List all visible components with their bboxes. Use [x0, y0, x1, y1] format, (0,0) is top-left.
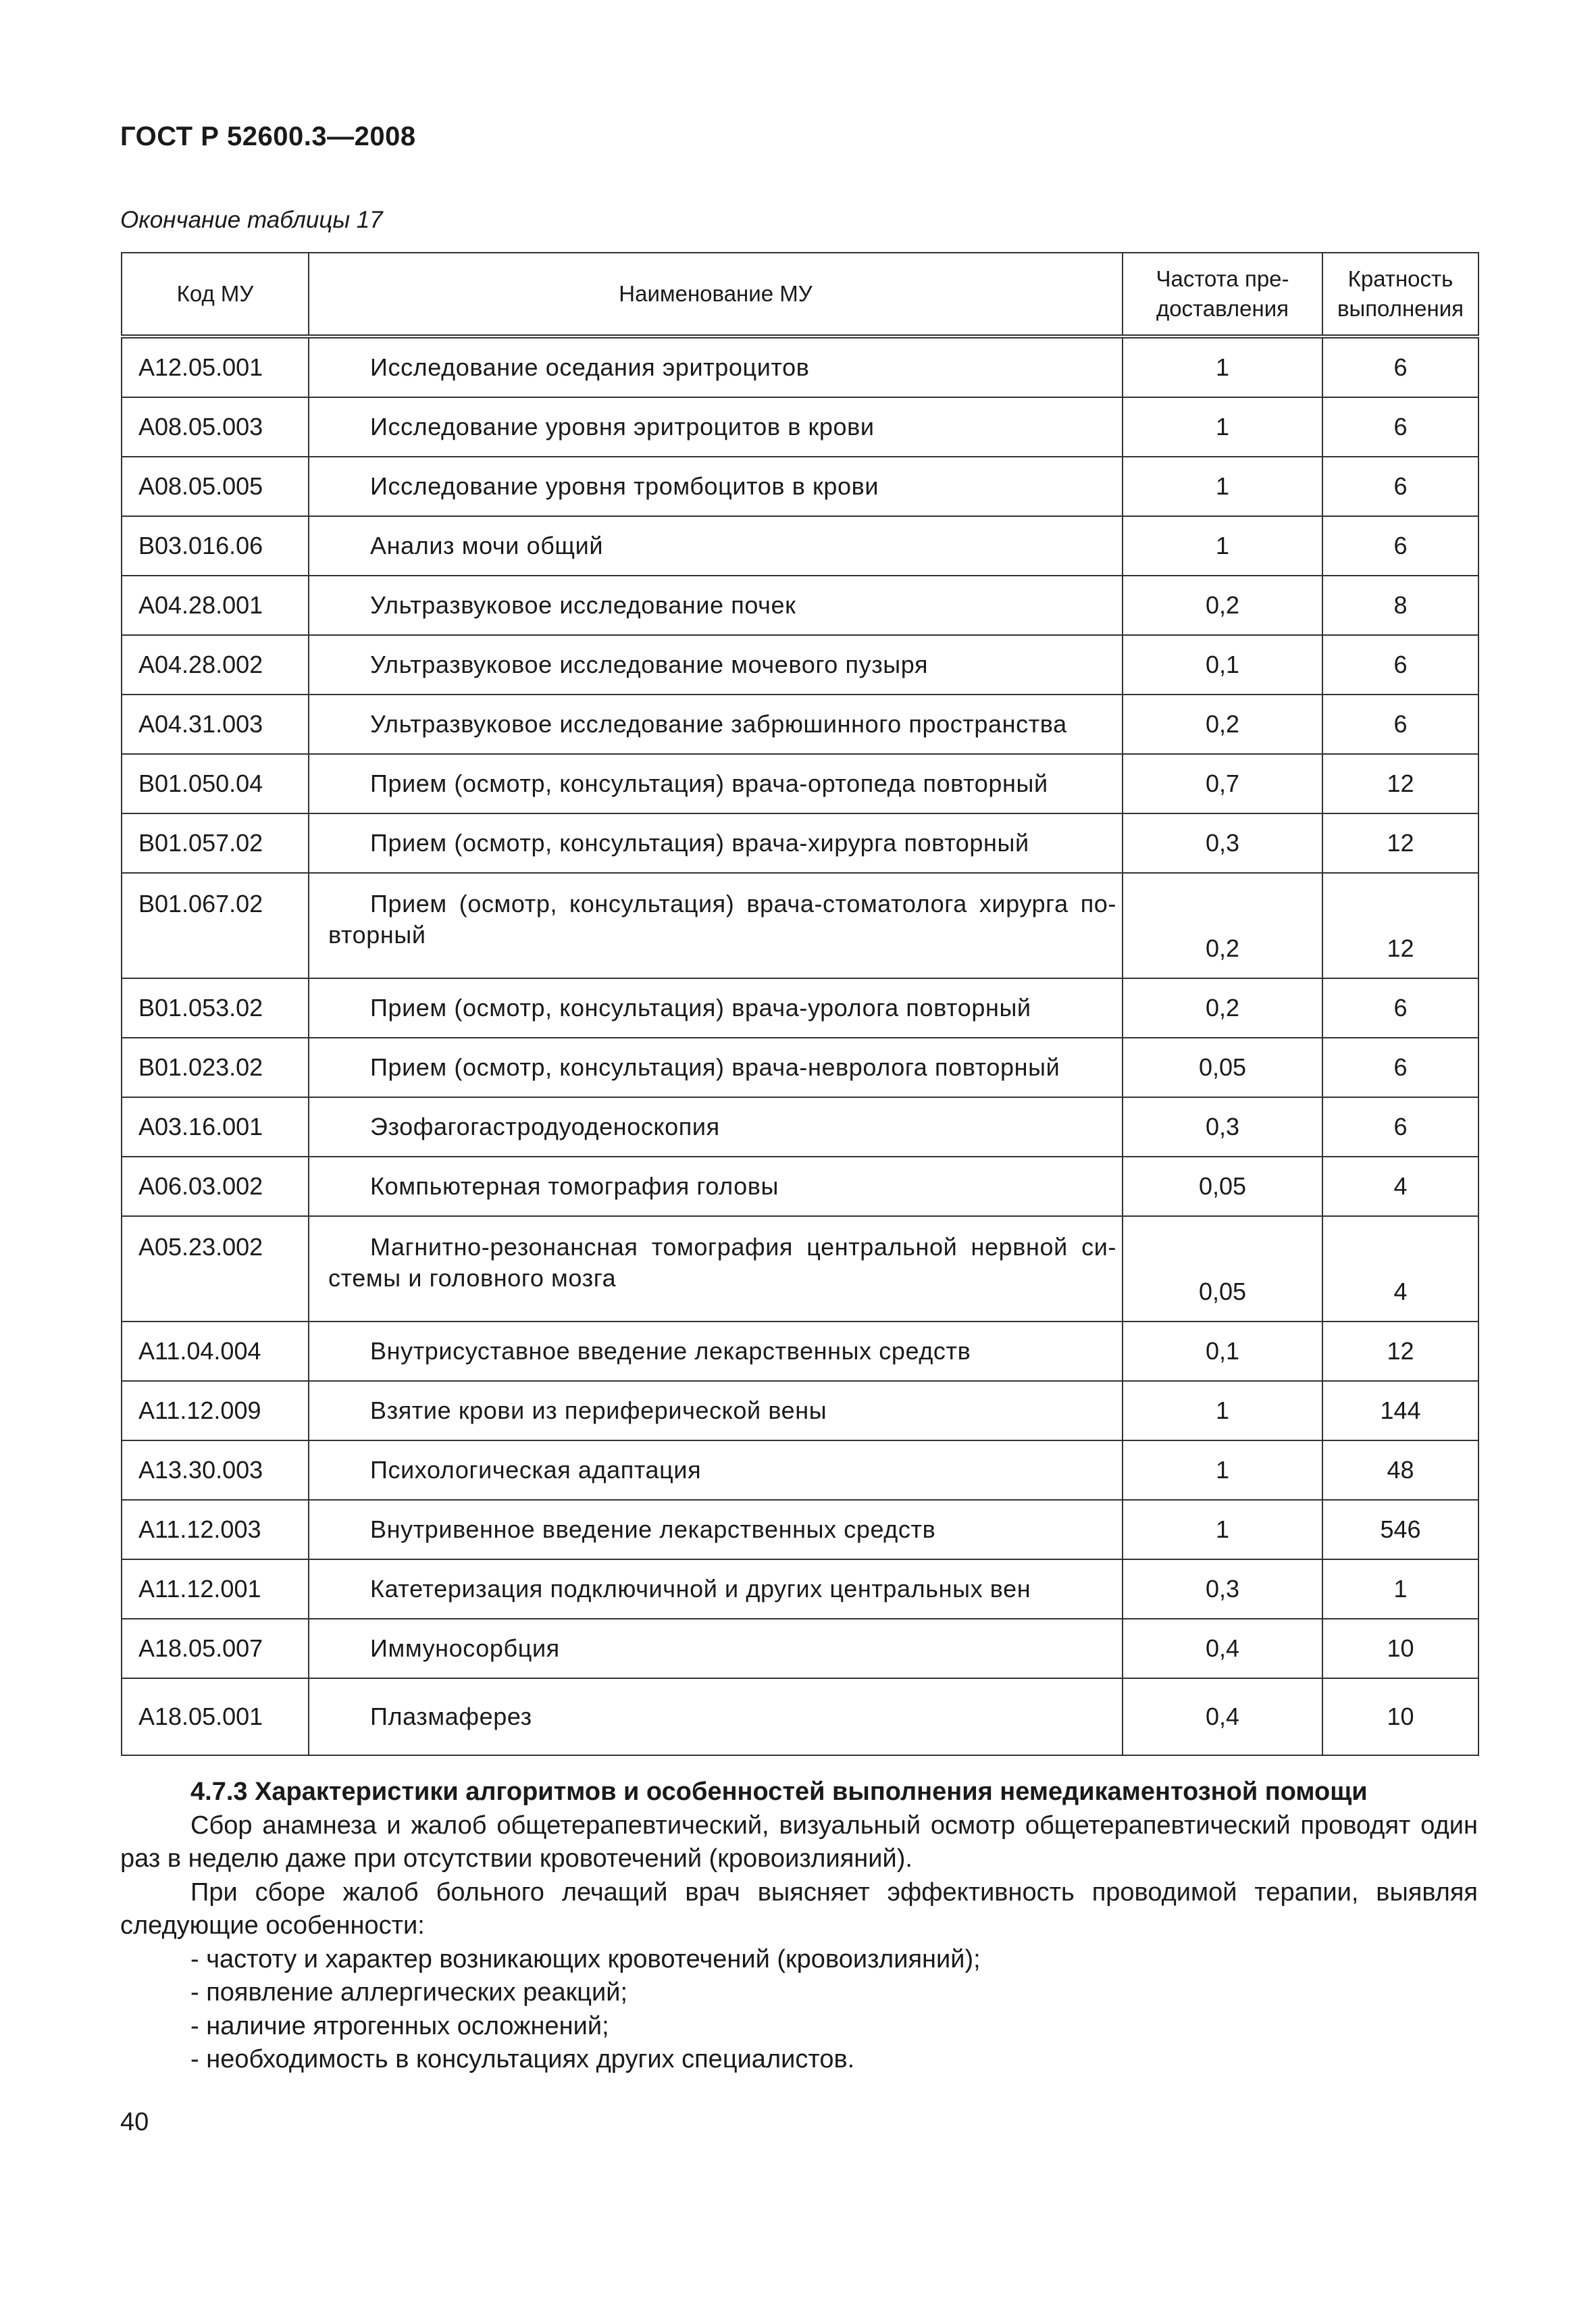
table-row — [122, 336, 1478, 397]
multiplicity-cell: 6 — [1322, 978, 1478, 1038]
table-row — [122, 1619, 1478, 1678]
frequency-cell: 0,1 — [1123, 635, 1322, 695]
multiplicity-cell: 1 — [1322, 1559, 1478, 1619]
frequency-cell: 0,3 — [1123, 813, 1322, 873]
code-cell: В01.023.02 — [122, 1038, 309, 1097]
name-cell: Прием (осмотр, консультация) врача-уролога повторный — [309, 978, 1123, 1038]
list-item: - частоту и характер возникающих кровотечений (кровоизлияний); — [190, 1944, 981, 1973]
code-cell: А03.16.001 — [122, 1097, 309, 1157]
name-cell: Ультразвуковое исследование мочевого пузыря — [309, 635, 1123, 695]
paragraph: При сборе жалоб больного лечащий врач выясняет эффективность проводимой терапии, выявляя следующие особенности: — [120, 1878, 1478, 1940]
name-cell: Психологическая адаптация — [309, 1440, 1123, 1500]
multiplicity-cell: 6 — [1322, 457, 1478, 516]
multiplicity-cell: 10 — [1322, 1678, 1478, 1755]
table-row — [122, 1157, 1478, 1216]
table-caption: Окончание таблицы 17 — [120, 207, 383, 233]
frequency-cell: 0,4 — [1123, 1678, 1322, 1755]
name-cell: Прием (осмотр, консультация) врача-ортопеда повторный — [309, 754, 1123, 813]
frequency-cell: 0,7 — [1123, 754, 1322, 813]
name-cell: Магнитно-резонансная томография центральной нервной си-стемы и головного мозга — [309, 1216, 1123, 1322]
page-number: 40 — [120, 2108, 149, 2136]
frequency-cell: 0,3 — [1123, 1097, 1322, 1157]
table-row — [122, 1500, 1478, 1559]
column-header-multiplicity: Кратность выполнения — [1322, 253, 1478, 336]
table-row — [122, 635, 1478, 695]
frequency-cell: 0,1 — [1123, 1322, 1322, 1381]
frequency-cell: 0,2 — [1123, 576, 1322, 635]
table-row — [122, 1216, 1478, 1322]
name-cell: Анализ мочи общий — [309, 516, 1123, 576]
name-cell: Прием (осмотр, консультация) врача-невролога повторный — [309, 1038, 1123, 1097]
code-cell: А04.31.003 — [122, 695, 309, 754]
column-header-frequency: Частота пре- доставления — [1123, 253, 1322, 336]
multiplicity-cell: 6 — [1322, 516, 1478, 576]
multiplicity-cell: 6 — [1322, 336, 1478, 397]
table-row — [122, 397, 1478, 457]
code-cell: А04.28.001 — [122, 576, 309, 635]
multiplicity-cell: 4 — [1322, 1157, 1478, 1216]
list-item: - необходимость в консультациях других специалистов. — [190, 2045, 855, 2073]
name-cell: Внутривенное введение лекарственных средств — [309, 1500, 1123, 1559]
code-cell: А06.03.002 — [122, 1157, 309, 1216]
name-cell: Исследование оседания эритроцитов — [309, 336, 1123, 397]
name-cell: Эзофагогастродуоденоскопия — [309, 1097, 1123, 1157]
table-row — [122, 1322, 1478, 1381]
frequency-cell: 1 — [1123, 1381, 1322, 1440]
frequency-cell: 0,05 — [1123, 1216, 1322, 1322]
list-item: - появление аллергических реакций; — [190, 1978, 628, 2007]
list-item: - наличие ятрогенных осложнений; — [190, 2011, 609, 2040]
table-row — [122, 695, 1478, 754]
multiplicity-cell: 8 — [1322, 576, 1478, 635]
multiplicity-cell: 546 — [1322, 1500, 1478, 1559]
multiplicity-cell: 48 — [1322, 1440, 1478, 1500]
name-cell: Ультразвуковое исследование почек — [309, 576, 1123, 635]
code-cell: А08.05.003 — [122, 397, 309, 457]
multiplicity-cell: 144 — [1322, 1381, 1478, 1440]
table-header-row — [122, 253, 1478, 336]
multiplicity-cell: 12 — [1322, 873, 1478, 978]
code-cell: А11.04.004 — [122, 1322, 309, 1381]
code-cell: В01.050.04 — [122, 754, 309, 813]
name-cell: Иммуносорбция — [309, 1619, 1123, 1678]
name-cell: Исследование уровня тромбоцитов в крови — [309, 457, 1123, 516]
code-cell: А18.05.001 — [122, 1678, 309, 1755]
code-cell: А12.05.001 — [122, 336, 309, 397]
table-row — [122, 754, 1478, 813]
frequency-cell: 0,2 — [1123, 978, 1322, 1038]
code-cell: А11.12.001 — [122, 1559, 309, 1619]
multiplicity-cell: 6 — [1322, 397, 1478, 457]
table-row — [122, 873, 1478, 978]
frequency-cell: 0,2 — [1123, 873, 1322, 978]
table-row — [122, 1381, 1478, 1440]
name-cell: Взятие крови из периферической вены — [309, 1381, 1123, 1440]
table-row — [122, 1440, 1478, 1500]
name-cell: Внутрисуставное введение лекарственных средств — [309, 1322, 1123, 1381]
frequency-cell: 1 — [1123, 397, 1322, 457]
frequency-cell: 0,05 — [1123, 1157, 1322, 1216]
frequency-cell: 0,05 — [1123, 1038, 1322, 1097]
code-cell: В03.016.06 — [122, 516, 309, 576]
name-cell: Исследование уровня эритроцитов в крови — [309, 397, 1123, 457]
code-cell: А11.12.003 — [122, 1500, 309, 1559]
frequency-cell: 1 — [1123, 1440, 1322, 1500]
multiplicity-cell: 12 — [1322, 1322, 1478, 1381]
name-cell: Прием (осмотр, консультация) врача-стоматолога хирурга по-вторный — [309, 873, 1123, 978]
section-heading: 4.7.3 Характеристики алгоритмов и особенностей выполнения немедикаментозной помощи — [190, 1778, 1368, 1806]
document-title: ГОСТ Р 52600.3—2008 — [120, 122, 416, 151]
multiplicity-cell: 4 — [1322, 1216, 1478, 1322]
code-cell: А04.28.002 — [122, 635, 309, 695]
frequency-cell: 1 — [1123, 336, 1322, 397]
frequency-cell: 1 — [1123, 457, 1322, 516]
paragraph: Сбор анамнеза и жалоб общетерапевтический, визуальный осмотр общетерапевтический проводят один раз в неделю даже при отсутствии кровотечений (кровоизлияний). — [120, 1811, 1478, 1873]
frequency-cell: 0,3 — [1123, 1559, 1322, 1619]
table-row — [122, 516, 1478, 576]
code-cell: А08.05.005 — [122, 457, 309, 516]
code-cell: А13.30.003 — [122, 1440, 309, 1500]
code-cell: А18.05.007 — [122, 1619, 309, 1678]
frequency-cell: 0,4 — [1123, 1619, 1322, 1678]
name-cell: Плазмаферез — [309, 1678, 1123, 1755]
column-header-name: Наименование МУ — [309, 253, 1123, 336]
table-row — [122, 978, 1478, 1038]
table-row — [122, 457, 1478, 516]
table-row — [122, 1559, 1478, 1619]
table-row — [122, 1038, 1478, 1097]
frequency-cell: 1 — [1123, 516, 1322, 576]
code-cell: В01.067.02 — [122, 873, 309, 978]
multiplicity-cell: 12 — [1322, 813, 1478, 873]
services-table — [121, 252, 1479, 1756]
frequency-cell: 0,2 — [1123, 695, 1322, 754]
code-cell: А11.12.009 — [122, 1381, 309, 1440]
name-cell: Катетеризация подключичной и других центральных вен — [309, 1559, 1123, 1619]
name-cell: Компьютерная томография головы — [309, 1157, 1123, 1216]
section-4-7-3 — [120, 1776, 1478, 2077]
frequency-cell: 1 — [1123, 1500, 1322, 1559]
multiplicity-cell: 10 — [1322, 1619, 1478, 1678]
column-header-code: Код МУ — [122, 253, 309, 336]
table-row — [122, 1097, 1478, 1157]
multiplicity-cell: 6 — [1322, 1097, 1478, 1157]
code-cell: А05.23.002 — [122, 1216, 309, 1322]
code-cell: В01.053.02 — [122, 978, 309, 1038]
code-cell: В01.057.02 — [122, 813, 309, 873]
table-row — [122, 1678, 1478, 1755]
multiplicity-cell: 6 — [1322, 1038, 1478, 1097]
name-cell: Ультразвуковое исследование забрюшинного пространства — [309, 695, 1123, 754]
multiplicity-cell: 12 — [1322, 754, 1478, 813]
table-row — [122, 813, 1478, 873]
multiplicity-cell: 6 — [1322, 635, 1478, 695]
multiplicity-cell: 6 — [1322, 695, 1478, 754]
name-cell: Прием (осмотр, консультация) врача-хирурга повторный — [309, 813, 1123, 873]
table-row — [122, 576, 1478, 635]
